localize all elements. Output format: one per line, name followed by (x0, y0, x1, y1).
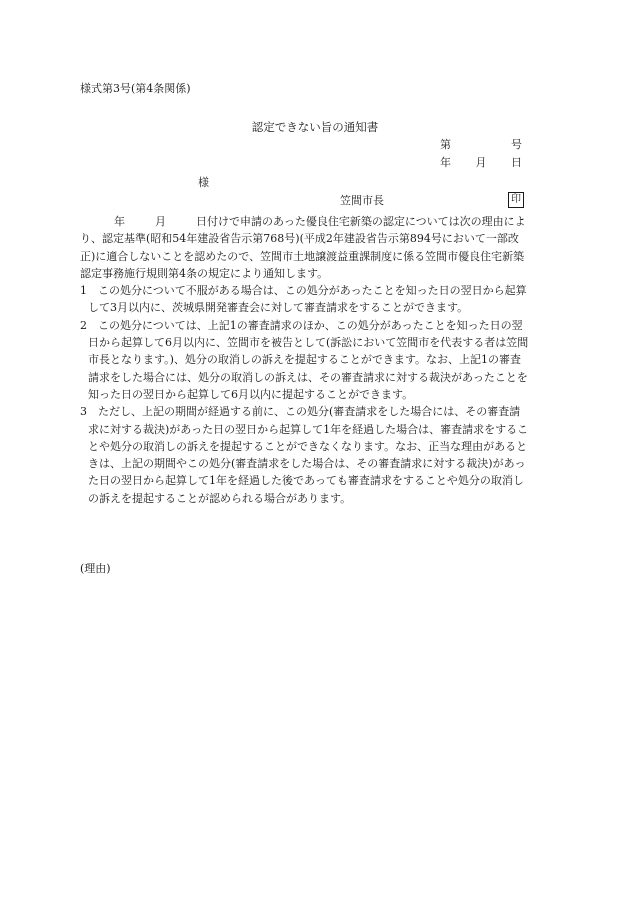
document-number (440, 138, 522, 152)
item-1-line: 1 この処分について不服がある場合は、この処分があったことを知った日の翌日から起算 (80, 284, 527, 298)
intro-line: り、認定基準(昭和54年建設省告示第768号)(平成2年建設省告示第894号において一部改 (80, 232, 519, 246)
item-2-line: 市長となります。)、処分の取消しの訴えを提起することができます。なお、上記1の審査 (88, 353, 522, 367)
item-3-line: きは、上記の期間やこの処分(審査請求をした場合は、その審査請求に対する裁決)があっ (88, 457, 526, 471)
form-label: 様式第3号(第4条関係) (80, 82, 191, 95)
issuer-mayor: 笠間市長 (340, 194, 384, 207)
item-3-line: の訴えを提起することが認められる場合があります。 (88, 491, 352, 505)
intro-year: 年 (114, 215, 125, 228)
intro-line: 認定事務施行規則第4条の規定により通知します。 (80, 266, 329, 280)
document-date (440, 156, 522, 170)
date-month: 月 (475, 156, 487, 169)
date-day: 日 (511, 156, 522, 169)
item-3-line: た日の翌日から起算して1年を経過した後であっても審査請求をすることや処分の取消し (88, 474, 524, 488)
intro-line: 正)に適合しないことを認めたので、笠間市土地譲渡益重課制度に係る笠間市優良住宅新築 (80, 249, 525, 263)
item-3-line: 3 ただし、上記の期間が経過する前に、この処分(審査請求をした場合には、その審査請 (80, 405, 521, 419)
notice-body (80, 213, 550, 507)
addressee: 様 (198, 176, 209, 189)
date-year: 年 (440, 156, 451, 169)
item-2-line: 日から起算して6月以内に、笠間市を被告として(訴訟において笠間市を代表する者は笠間 (88, 336, 529, 350)
item-3-line: とや処分の取消しの訴えを提起することができなくなります。なお、正当な理由があると (88, 439, 528, 453)
item-1-line: して3月以内に、茨城県開発審査会に対して審査請求をすることができます。 (88, 301, 469, 315)
intro-month: 月 (155, 215, 166, 228)
item-2-line: 知った日の翌日から起算して6月以内に提起することができます。 (88, 387, 414, 401)
item-2-line: 2 この処分については、上記1の審査請求のほか、この処分があったことを知った日の翌 (80, 318, 523, 332)
reason-label: (理由) (80, 562, 111, 575)
intro-line: 年 月 日付けで申請のあった優良住宅新築の認定については次の理由によ (114, 215, 526, 228)
number-prefix: 第 (440, 138, 451, 151)
seal-mark: 印 (508, 192, 524, 208)
item-3-line: 求に対する裁決)があった日の翌日から起算して1年を経過した場合は、審査請求をするこ (88, 422, 529, 436)
item-2-line: 請求をした場合には、処分の取消しの訴えは、その審査請求に対する裁決があったことを (88, 370, 528, 384)
document-title: 認定できない旨の通知書 (251, 120, 379, 134)
number-suffix: 号 (511, 138, 522, 151)
